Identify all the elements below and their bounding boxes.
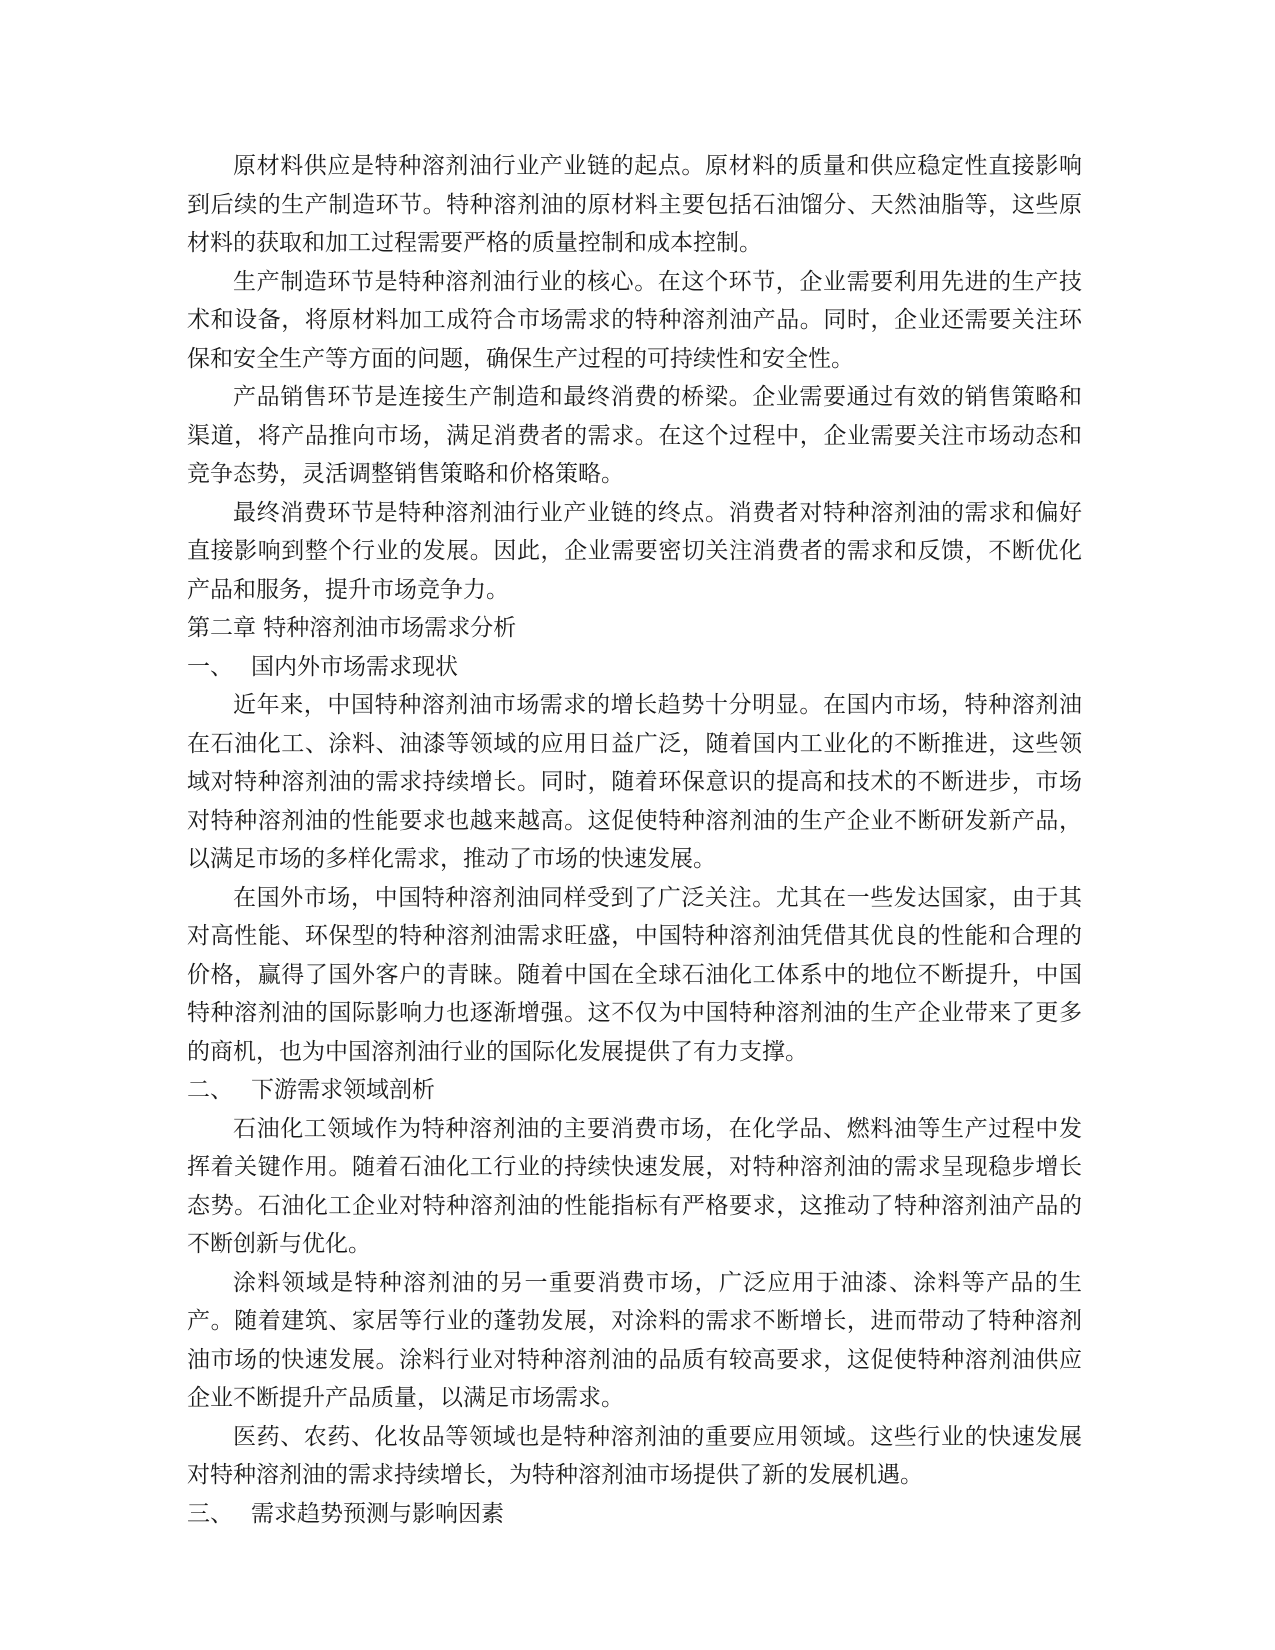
section-heading-1 — [187, 648, 1082, 687]
paragraph-final-consumption: 最终消费环节是特种溶剂油行业产业链的终点。消费者对特种溶剂油的需求和偏好直接影响到整个行业的发展。因此，企业需要密切关注消费者的需求和反馈，不断优化产品和服务，提升市场竞争力。 — [187, 499, 1082, 603]
section-title-2: 下游需求领域剖析 — [251, 1077, 435, 1103]
section-heading-2 — [187, 1071, 1082, 1110]
section-number-1: 一、 — [187, 653, 233, 680]
section-title-1: 国内外市场需求现状 — [251, 653, 458, 680]
paragraph-product-sales: 产品销售环节是连接生产制造和最终消费的桥梁。企业需要通过有效的销售策略和渠道，将产品推向市场，满足消费者的需求。在这个过程中，企业需要关注市场动态和竞争态势，灵活调整销售策略和价格策略。 — [187, 384, 1082, 487]
paragraph-coatings: 涂料领域是特种溶剂油的另一重要消费市场，广泛应用于油漆、涂料等产品的生产。随着建筑、家居等行业的蓬勃发展，对涂料的需求不断增长，进而带动了特种溶剂油市场的快速发展。涂料行业对特种溶剂油的品质有较高要求，这促使特种溶剂油供应企业不断提升产品质量，以满足市场需求。 — [187, 1269, 1082, 1411]
document-page — [187, 147, 1082, 1533]
paragraph-foreign-market: 在国外市场，中国特种溶剂油同样受到了广泛关注。尤其在一些发达国家，由于其对高性能、环保型的特种溶剂油需求旺盛，中国特种溶剂油凭借其优良的性能和合理的价格，赢得了国外客户的青睐。随着中国在全球石油化工体系中的地位不断提升，中国特种溶剂油的国际影响力也逐渐增强。这不仅为中国特种溶剂油的生产企业带来了更多的商机，也为中国溶剂油行业的国际化发展提供了有力支撑。 — [187, 884, 1082, 1065]
section-number-2: 二、 — [187, 1077, 233, 1103]
paragraph-domestic-market: 近年来，中国特种溶剂油市场需求的增长趋势十分明显。在国内市场，特种溶剂油在石油化工、涂料、油漆等领域的应用日益广泛，随着国内工业化的不断推进，这些领域对特种溶剂油的需求持续增长。同时，随着环保意识的提高和技术的不断进步，市场对特种溶剂油的性能要求也越来越高。这促使特种溶剂油的生产企业不断研发新产品，以满足市场的多样化需求，推动了市场的快速发展。 — [187, 692, 1082, 872]
paragraph-petrochemical: 石油化工领域作为特种溶剂油的主要消费市场，在化学品、燃料油等生产过程中发挥着关键作用。随着石油化工行业的持续快速发展，对特种溶剂油的需求呈现稳步增长态势。石油化工企业对特种溶剂油的性能指标有严格要求，这推动了特种溶剂油产品的不断创新与优化。 — [187, 1115, 1082, 1257]
section-heading-3 — [187, 1495, 1082, 1534]
section-title-3: 需求趋势预测与影响因素 — [251, 1500, 504, 1527]
chapter-title: 第二章 特种溶剂油市场需求分析 — [187, 615, 517, 641]
paragraph-production-manufacturing: 生产制造环节是特种溶剂油行业的核心。在这个环节，企业需要利用先进的生产技术和设备，将原材料加工成符合市场需求的特种溶剂油产品。同时，企业还需要关注环保和安全生产等方面的问题，确保生产过程的可持续性和安全性。 — [187, 268, 1082, 372]
paragraph-pharma-agro-cosmetics: 医药、农药、化妆品等领域也是特种溶剂油的重要应用领域。这些行业的快速发展对特种溶剂油的需求持续增长，为特种溶剂油市场提供了新的发展机遇。 — [187, 1423, 1082, 1488]
section-number-3: 三、 — [187, 1500, 233, 1527]
paragraph-raw-material-supply: 原材料供应是特种溶剂油行业产业链的起点。原材料的质量和供应稳定性直接影响到后续的生产制造环节。特种溶剂油的原材料主要包括石油馏分、天然油脂等，这些原材料的获取和加工过程需要严格的质量控制和成本控制。 — [187, 153, 1082, 256]
